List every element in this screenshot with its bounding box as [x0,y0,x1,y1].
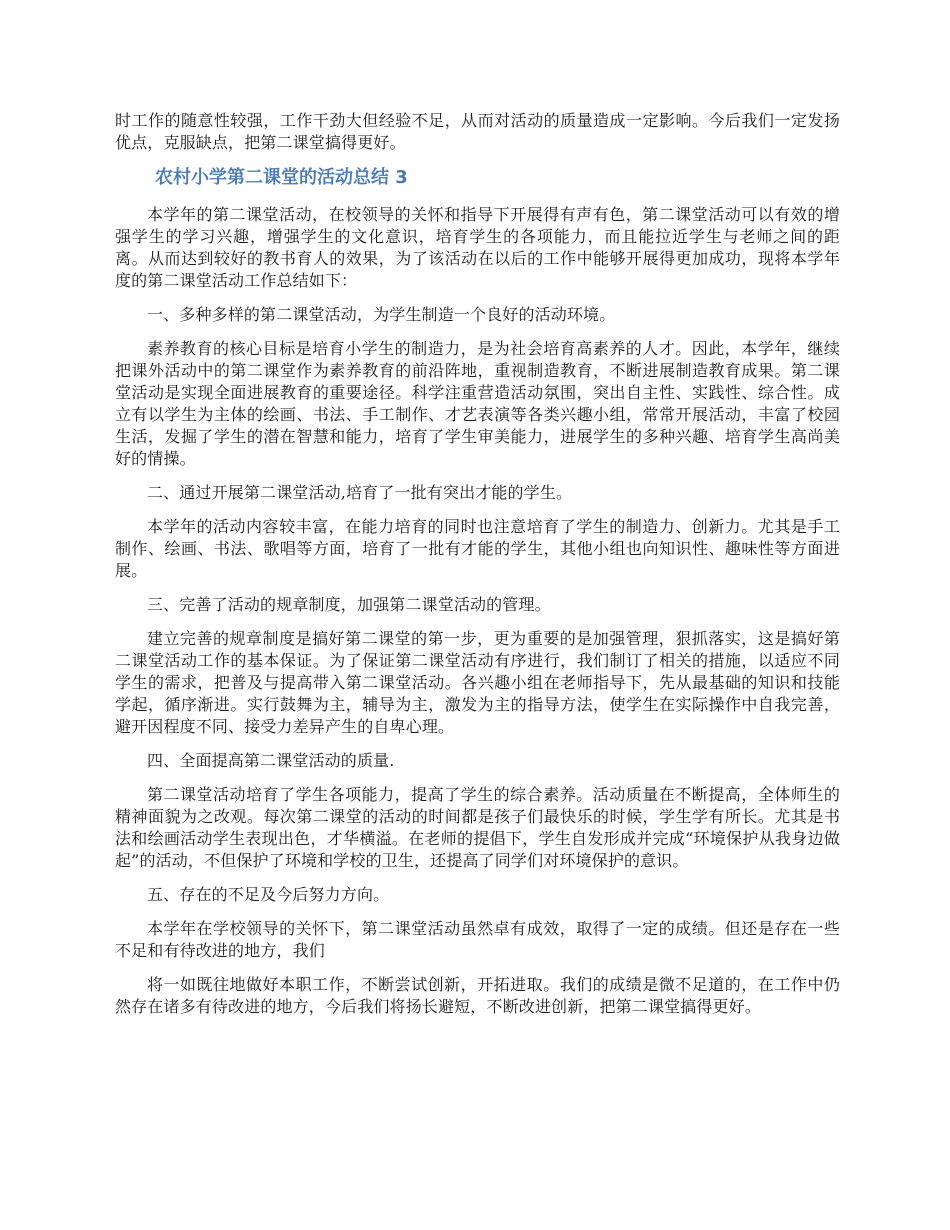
paragraph-two: 本学年的活动内容较丰富，在能力培育的同时也注意培育了学生的制造力、创新力。尤其是手工制作、绘画、书法、歌唱等方面，培育了一批有才能的学生，其他小组也向知识性、趣味性等方面进展。 [115,517,840,580]
paragraph-five: 本学年在学校领导的关怀下，第二课堂活动虽然卓有成效，取得了一定的成绩。但还是存在一些不足和有待改进的地方，我们 [115,919,840,960]
subheading-one: 一、多种多样的第二课堂活动，为学生制造一个良好的活动环境。 [147,305,616,324]
subheading-five: 五、存在的不足及今后努力方向。 [147,885,390,904]
subheading-four: 四、全面提高第二课堂活动的质量. [147,751,395,770]
paragraph-closing: 将一如既往地做好本职工作，不断尝试创新，开拓进取。我们的成绩是微不足道的，在工作中仍然存在诸多有待改进的地方，今后我们将扬长避短，不断改进创新，把第二课堂搞得更好。 [115,975,840,1016]
document-page [115,110,840,1030]
paragraph-four: 第二课堂活动培育了学生各项能力，提高了学生的综合素养。活动质量在不断提高，全体师生的精神面貌为之改观。每次第二课堂的活动的时间都是孩子们最快乐的时候，学生学有所长。尤其是书法和绘画活动学生表现出色，才华横溢。在老师的提倡下，学生自发形成并完成“环境保护从我身边做起”的活动，不但保护了环境和学校的卫生，还提高了同学们对环境保护的意识。 [115,785,840,870]
paragraph-three: 建立完善的规章制度是搞好第二课堂的第一步，更为重要的是加强管理，狠抓落实，这是搞好第二课堂活动工作的基本保证。为了保证第二课堂活动有序进行，我们制订了相关的措施，以适应不同学生的需求，把普及与提高带入第二课堂活动。各兴趣小组在老师指导下，先从最基础的知识和技能学起，循序渐进。实行鼓舞为主，辅导为主，激发为主的指导方法，使学生在实际操作中自我完善，避开因程度不同、接受力差异产生的自卑心理。 [115,629,840,736]
paragraph-intro: 本学年的第二课堂活动，在校领导的关怀和指导下开展得有声有色，第二课堂活动可以有效的增强学生的学习兴趣，增强学生的文化意识，培育学生的各项能力，而且能拉近学生与老师之间的距离。从而达到较好的教书育人的效果，为了该活动在以后的工作中能够开展得更加成功，现将本学年度的第二课堂活动工作总结如下： [115,205,840,290]
subheading-two: 二、通过开展第二课堂活动,培育了一批有突出才能的学生。 [147,483,573,502]
section-heading: 农村小学第二课堂的活动总结 3 [155,167,408,188]
paragraph-continuation: 时工作的随意性较强，工作干劲大但经验不足，从而对活动的质量造成一定影响。今后我们一定发扬优点，克服缺点，把第二课堂搞得更好。 [115,111,840,152]
paragraph-one: 素养教育的核心目标是培育小学生的制造力，是为社会培育高素养的人才。因此，本学年，继续把课外活动中的第二课堂作为素养教育的前沿阵地，重视制造教育，不断进展制造教育成果。第二课堂活动是实现全面进展教育的重要途径。科学注重营造活动氛围，突出自主性、实践性、综合性。成立有以学生为主体的绘画、书法、手工制作、才艺表演等各类兴趣小组，常常开展活动，丰富了校园生活，发掘了学生的潜在智慧和能力，培育了学生审美能力，进展学生的多种兴趣、培育学生高尚美好的情操。 [115,339,840,468]
subheading-three: 三、完善了活动的规章制度，加强第二课堂活动的管理。 [147,595,551,614]
